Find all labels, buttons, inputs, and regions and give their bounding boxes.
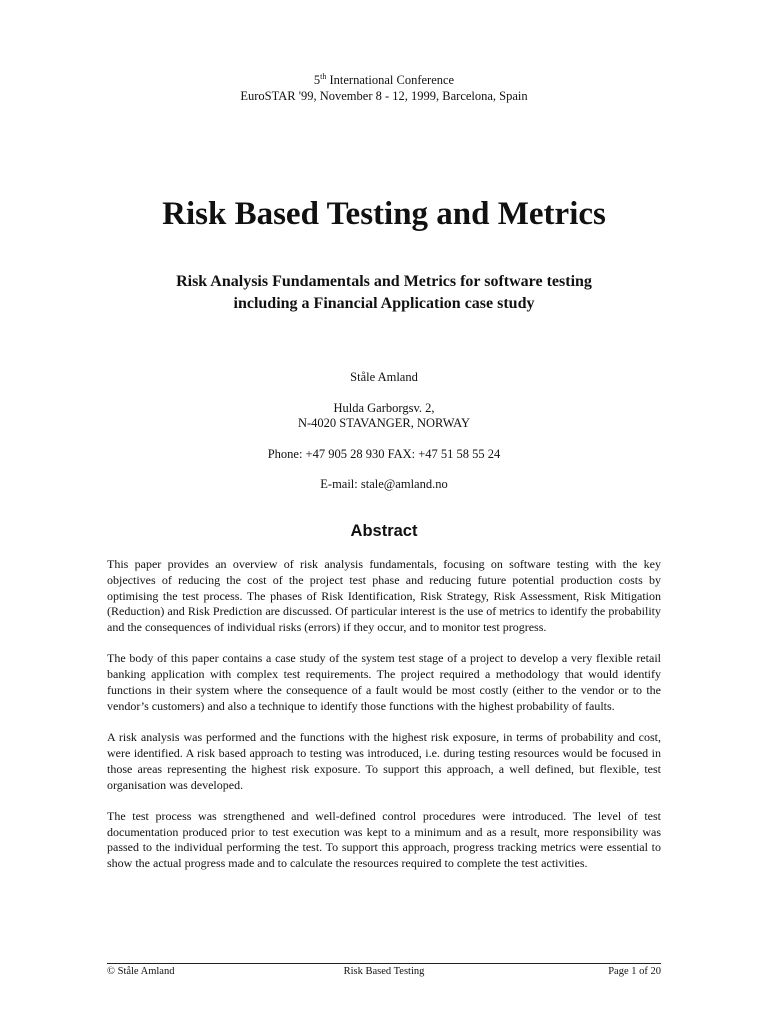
abstract-paragraph: This paper provides an overview of risk analysis fundamentals, focusing on software testing with the key objectives of reducing the cost of the project test phase and reducing future potential production costs by optimising the test process. The phases of Risk Identification, Risk Strategy, Risk Assessment, Risk Mitigation (Reduction) and Risk Prediction are discussed. Of particular interest is the use of metrics to identify the probability and the consequences of individual risks (errors) if they occur, and to monitor test progress. xyxy=(107,557,661,635)
conference-ordinal: 5 xyxy=(313,73,321,87)
abstract-paragraph: The test process was strengthened and well-defined control procedures were introduced. The level of test documentation produced prior to test execution was kept to a minimum and as a result, more responsibility was passed to the individual performing the test. To support this approach, progress tracking metrics were essential to show the actual progress made and to calculate the resources required to complete the test activities. xyxy=(107,808,661,871)
footer-running-title: Risk Based Testing xyxy=(343,966,425,977)
abstract-paragraph: The body of this paper contains a case study of the system test stage of a project to develop a very flexible retail banking application with complex test requirements. The project required a methodology that would identify functions in their system where the consequence of a fault would be most costly (either to the vendor or to the vendor’s customers) and also a technique to identify those functions with the highest probability of faults. xyxy=(107,651,661,713)
author-phone: Phone: +47 905 28 930 FAX: +47 51 58 55 24 xyxy=(267,446,501,461)
abstract-heading: Abstract xyxy=(350,522,418,540)
author-address-line-1: Hulda Garborgsv. 2, xyxy=(333,400,435,415)
conference-line-2: EuroSTAR '99, November 8 - 12, 1999, Barcelona, Spain xyxy=(240,89,528,103)
conference-header xyxy=(0,72,768,104)
abstract-body xyxy=(107,557,661,888)
abstract-paragraph: A risk analysis was performed and the functions with the highest risk exposure, in terms of probability and cost, were identified. A risk based approach to testing was introduced, i.e. during testing resources would be focused in those areas representing the highest risk exposure. To support this approach, a well defined, but flexible, test organisation was developed. xyxy=(107,730,661,792)
conference-name: International Conference xyxy=(326,73,455,87)
conference-ordinal-suffix: th xyxy=(320,71,327,81)
author-email: E-mail: stale@amland.no xyxy=(320,477,448,491)
paper-title: Risk Based Testing and Metrics xyxy=(162,196,606,232)
subtitle-line-2: including a Financial Application case study xyxy=(233,295,535,312)
conference-line-1 xyxy=(0,72,768,88)
author-name: Ståle Amland xyxy=(350,370,418,384)
paper-subtitle xyxy=(0,271,768,315)
subtitle-line-1: Risk Analysis Fundamentals and Metrics for software testing xyxy=(176,273,592,290)
author-block xyxy=(0,370,768,493)
footer-copyright: © Ståle Amland xyxy=(107,966,175,977)
footer-divider xyxy=(107,963,661,964)
footer-page-number: Page 1 of 20 xyxy=(608,966,661,977)
author-address-line-2: N-4020 STAVANGER, NORWAY xyxy=(297,416,471,430)
